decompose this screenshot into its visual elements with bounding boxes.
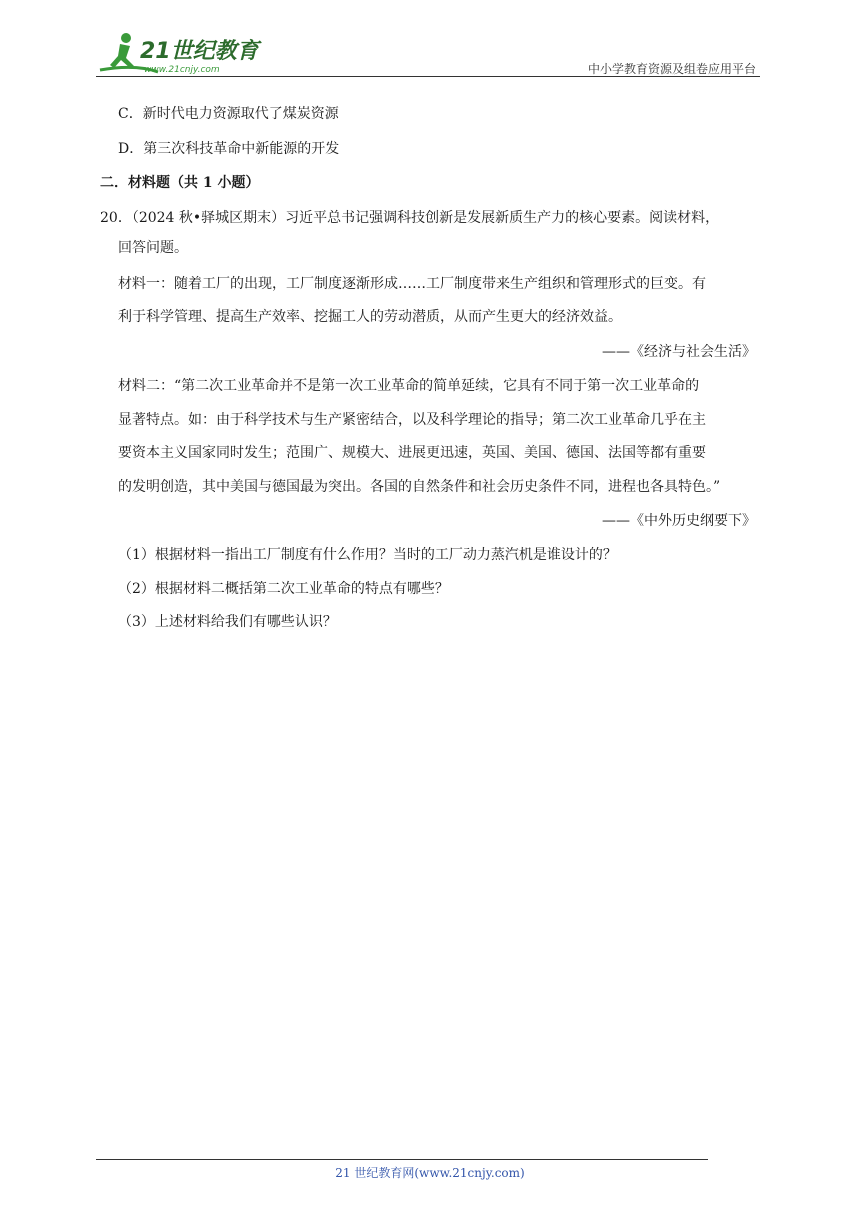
header-platform-text: 中小学教育资源及组卷应用平台	[587, 62, 756, 76]
site-logo	[96, 30, 266, 78]
subquestion-2: （2）根据材料二概括第二次工业革命的特点有哪些？	[118, 581, 449, 597]
material2-line-4: 的发明创造，其中美国与德国最为突出。各国的自然条件和社会历史条件不同，进程也各具特色。”	[118, 479, 721, 495]
option-c: C．新时代电力资源取代了煤炭资源	[118, 106, 339, 122]
page-header	[96, 30, 760, 80]
header-divider	[96, 76, 760, 77]
footer-text[interactable]: 21 世纪教育网(www.21cnjy.com)	[335, 1166, 525, 1180]
subquestion-3: （3）上述材料给我们有哪些认识？	[118, 614, 337, 630]
subquestion-1: （1）根据材料一指出工厂制度有什么作用？当时的工厂动力蒸汽机是谁设计的？	[118, 547, 617, 563]
footer-divider	[96, 1159, 708, 1160]
section-title: 二．材料题（共 1 小题）	[100, 175, 260, 191]
material2-line-2: 显著特点。如：由于科学技术与生产紧密结合，以及科学理论的指导；第二次工业革命几乎在主	[118, 412, 706, 428]
option-d: D．第三次科技革命中新能源的开发	[118, 141, 340, 157]
material1-line-2: 利于科学管理、提高生产效率、挖掘工人的劳动潜质，从而产生更大的经济效益。	[118, 309, 622, 325]
question-stem-line-1: 20．（2024 秋•驿城区期末）习近平总书记强调科技创新是发展新质生产力的核心要素。阅读材料，	[100, 210, 720, 226]
logo-url: www.21cnjy.com	[144, 65, 220, 75]
material1-source: ——《经济与社会生活》	[602, 344, 756, 360]
material1-line-1: 材料一：随着工厂的出现，工厂制度逐渐形成……工厂制度带来生产组织和管理形式的巨变。有	[118, 276, 706, 292]
logo-text: 21世纪教育	[140, 39, 259, 64]
material2-line-1: 材料二：“第二次工业革命并不是第一次工业革命的简单延续，它具有不同于第一次工业革命的	[118, 378, 700, 394]
material2-line-3: 要资本主义国家同时发生；范围广、规模大、进展更迅速，英国、美国、德国、法国等都有重要	[118, 445, 706, 461]
question-stem-line-2: 回答问题。	[118, 240, 188, 256]
material2-source: ——《中外历史纲要下》	[602, 513, 756, 529]
